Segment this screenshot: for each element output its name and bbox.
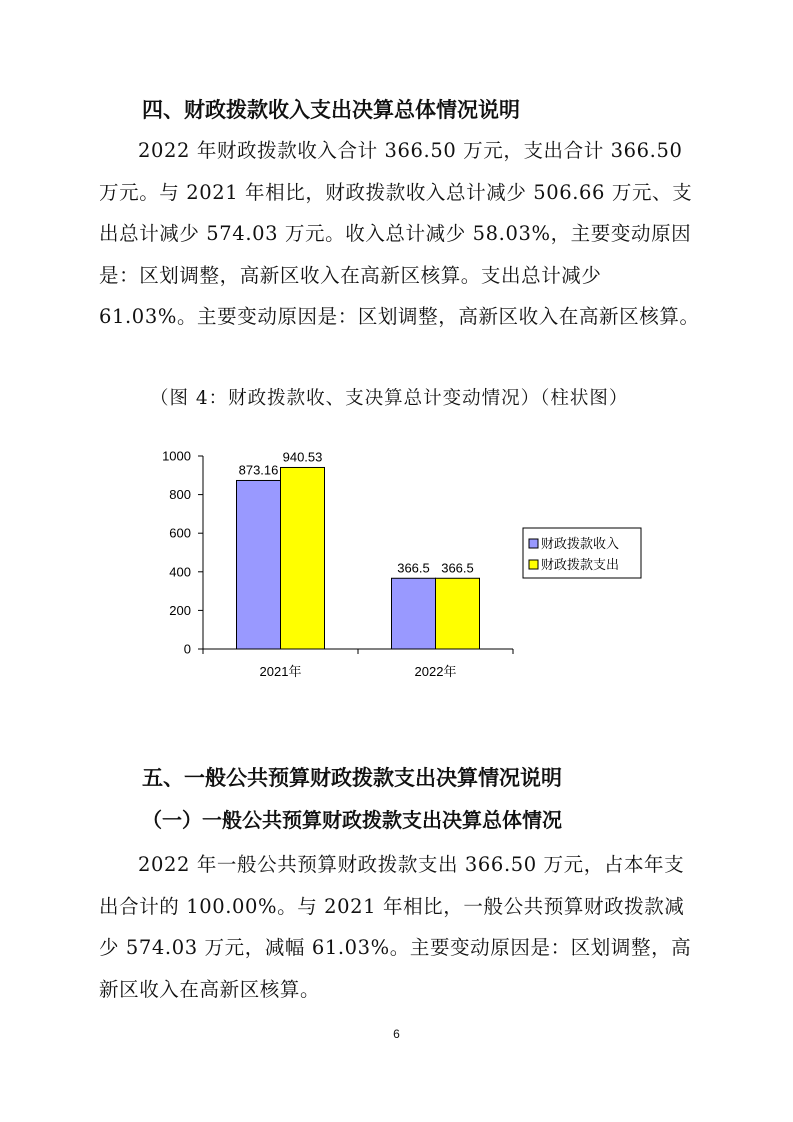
y-axis [162, 449, 203, 657]
y-tick-label: 1000 [162, 448, 191, 464]
section5-heading: 五、一般公共预算财政拨款支出决算情况说明 [142, 766, 562, 790]
y-tick-label: 200 [169, 602, 191, 618]
x-tick-label: 2022年 [414, 664, 457, 679]
data-label: 940.53 [282, 449, 323, 465]
data-label: 873.16 [238, 462, 279, 478]
bar [392, 578, 436, 649]
page-number: 6 [393, 1027, 400, 1041]
data-label: 366.5 [397, 560, 430, 576]
y-tick-label: 800 [169, 487, 191, 503]
legend-swatch [529, 560, 538, 569]
section5-subheading: （一）一般公共预算财政拨款支出决算总体情况 [142, 808, 562, 832]
bar [237, 480, 281, 649]
chart-legend [523, 528, 641, 578]
y-tick-label: 600 [169, 525, 191, 541]
legend-label: 财政拨款支出 [541, 557, 620, 572]
x-axis [203, 649, 513, 679]
section5-paragraph: 2022 年一般公共预算财政拨款支出 366.50 万元，占本年支出合计的 100.00%。与 2021 年相比，一般公共预算财政拨款减少 574.03 万元，减幅 61.03%。主要变动原因是：区划调整，高新区收入在高新区核算。 [99, 853, 692, 1001]
bars [237, 467, 480, 649]
bar-chart [150, 440, 650, 700]
data-label: 366.5 [441, 560, 474, 576]
y-tick-label: 400 [169, 564, 191, 580]
section4-heading: 四、财政拨款收入支出决算总体情况说明 [142, 98, 520, 122]
bar [281, 467, 325, 649]
x-tick-label: 2021年 [259, 664, 302, 679]
figure-caption: （图 4：财政拨款收、支决算总计变动情况）（柱状图） [150, 388, 629, 409]
legend-label: 财政拨款收入 [541, 536, 620, 551]
legend-swatch [529, 539, 538, 548]
bar [436, 578, 480, 649]
section4-paragraph: 2022 年财政拨款收入合计 366.50 万元，支出合计 366.50 万元。与 2021 年相比，财政拨款收入总计减少 506.66 万元、支出总计减少 574.03 万元。收入总计减少 58.03%，主要变动原因是：区划调整，高新区收入在高新区核算。支出总计减少 61.03%。主要变动原因是：区划调整，高新区收入在高新区核算。 [99, 139, 700, 328]
y-tick-label: 0 [183, 641, 191, 657]
